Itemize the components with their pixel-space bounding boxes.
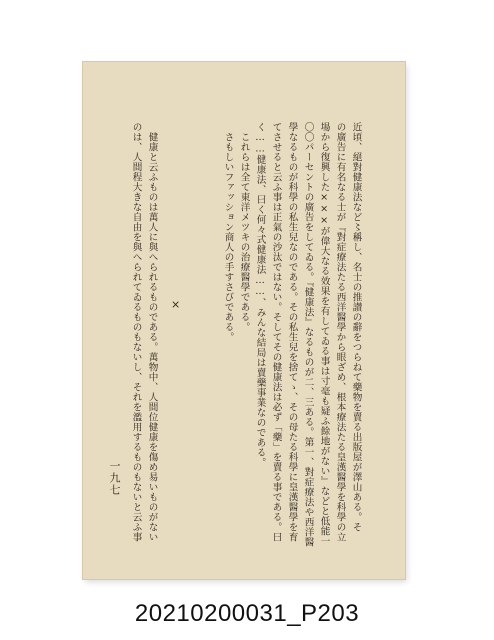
text-column: 學なるものが科學の私生兒なのである。その私生兒を捨てゝ、その母たる科學に皇漢醫學を育 <box>286 122 298 542</box>
text-column: く……健康法、曰く何々式健康法……、みんな結局は賣藥事業なのである。 <box>254 122 266 468</box>
text-column: 健康と云ふものは萬人に與へられるものである。萬物中、人間位健康を傷め易いものがない <box>146 132 158 542</box>
text-column: さもしいファッション商人の手すさびである。 <box>222 132 234 342</box>
text-column: これらは全て東洋メツキの治療醫學である。 <box>238 132 250 332</box>
text-column: てさせると云ふ事は正氣の沙汰ではない。そしてその健康法は必ず「藥」を賣る事である。曰 <box>270 122 282 542</box>
text-column: の廣告に有名なる士が『對症療法たる西洋醫學から眼ざめ、根本療法たる皇漢醫學を科學の立 <box>334 122 346 542</box>
text-column: 近頃、絕對健康法など〻稱し、名士の推讃の辭をつらねて藥物を賣る出版屋が澤山ある。そ <box>350 122 362 532</box>
page-number: 一九七 <box>108 460 121 496</box>
section-divider: × <box>171 298 181 311</box>
document-page <box>83 62 405 579</box>
text-column: 〇〇パーセントの廣告をしてゐる。『健康法』なるものが二、三ある。第一、對症療法や西洋醫 <box>302 122 314 548</box>
image-caption: 20210200031_P203 <box>134 600 360 627</box>
text-column: 場から復興した×××が偉大なる效果を有してゐる事は寸毫も疑ふ餘地がない』などと低能一 <box>318 122 330 547</box>
text-column: のは、人間程大きな自由を與へられてゐるものもないし、それを濫用するものもないと云ふ事 <box>130 122 142 542</box>
